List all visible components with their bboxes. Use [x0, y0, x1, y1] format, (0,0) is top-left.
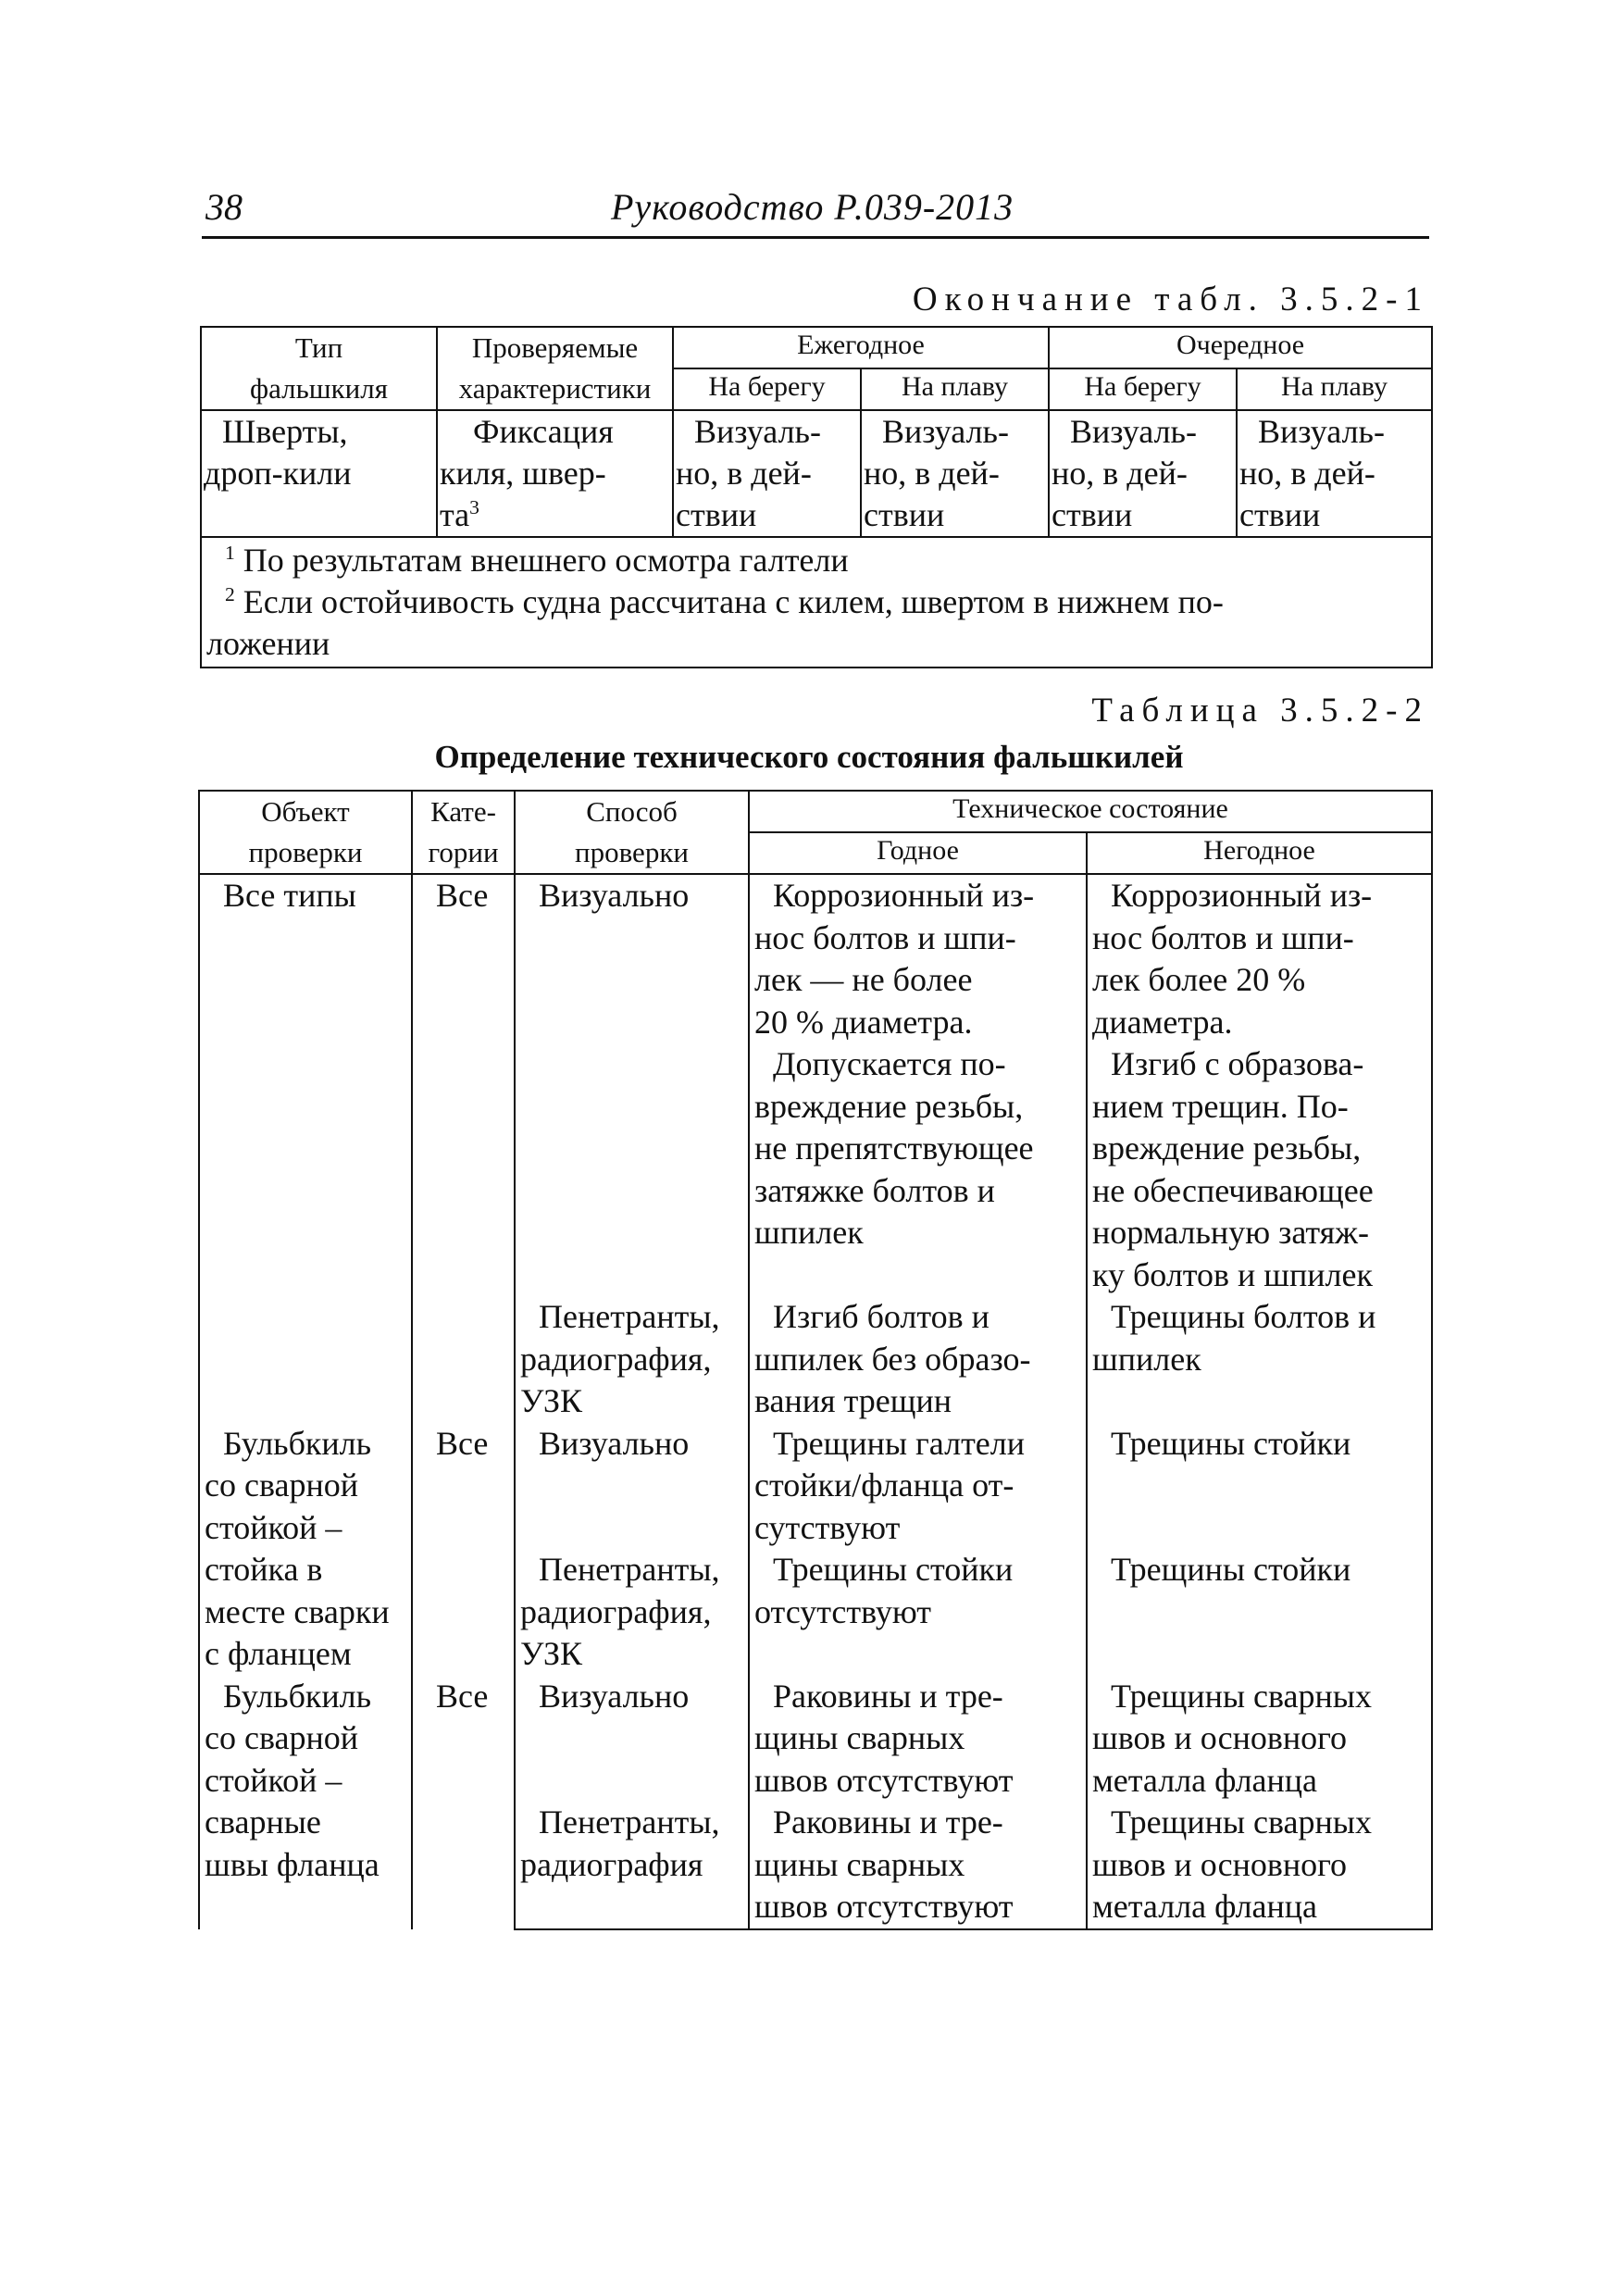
- header-rule: [202, 236, 1429, 239]
- cell-annual-ashore: Визуаль- но, в дей- ствии: [673, 410, 861, 537]
- page-number: 38: [205, 186, 243, 228]
- header-method: Способ проверки: [515, 791, 749, 874]
- header-periodic-ashore: На берегу: [1049, 368, 1237, 410]
- cell-object: Бульбкиль со сварной стойкой – сварные швы фланца: [199, 1676, 412, 1929]
- footnote-2: $^2$ Если остойчивость судна рассчитана с килем, швертом в нижнем по-: [225, 583, 1224, 620]
- header-type: Тип фальшкиля: [201, 327, 437, 410]
- cell-good: Изгиб болтов и шпилек без образо- вания трещин: [749, 1296, 1087, 1423]
- table-row: [199, 874, 1432, 1296]
- cell-category: Все: [412, 1423, 515, 1676]
- header-good: Годное: [749, 832, 1087, 874]
- cell-object: Бульбкиль со сварной стойкой – стойка в месте сварки с фланцем: [199, 1423, 412, 1676]
- cell-periodic-ashore: Визуаль- но, в дей- ствии: [1049, 410, 1237, 537]
- cell-characteristic: Фиксация киля, швер- $та^3$: [437, 410, 673, 537]
- footnote-1: $^1$ По результатам внешнего осмотра галтели: [225, 542, 849, 579]
- header-periodic: Очередное: [1049, 327, 1432, 368]
- table-row: [199, 1676, 1432, 1803]
- table2-label: Таблица 3.5.2-2: [1091, 692, 1429, 730]
- table1-footnotes-row: [201, 537, 1432, 668]
- header-object: Объект проверки: [199, 791, 412, 874]
- table-row: [201, 410, 1432, 537]
- cell-category: Все: [412, 874, 515, 1423]
- header-state: Техническое состояние: [749, 791, 1432, 832]
- cell-method: Визуально: [515, 1423, 749, 1550]
- header-annual-ashore: На берегу: [673, 368, 861, 410]
- table-row: [199, 1423, 1432, 1550]
- header-annual-afloat: На плаву: [861, 368, 1049, 410]
- table-3-5-2-2: [198, 790, 1433, 1930]
- cell-method: Визуально: [515, 874, 749, 1296]
- cell-good: Раковины и тре- щины сварных швов отсутствуют: [749, 1676, 1087, 1803]
- footnotes: $^1$ По результатам внешнего осмотра галтели $^2$ Если остойчивость судна рассчитана с килем, швертом в нижнем по- ложении: [201, 537, 1432, 668]
- cell-bad: Трещины сварных швов и основного металла фланца: [1087, 1676, 1432, 1803]
- cell-bad: Трещины сварных швов и основного металла фланца: [1087, 1802, 1432, 1929]
- cell-category: Все: [412, 1676, 515, 1929]
- cell-method: Пенетранты, радиография, УЗК: [515, 1549, 749, 1676]
- running-title: Руководство Р.039-2013: [611, 186, 1014, 228]
- cell-good: Трещины стойки отсутствуют: [749, 1549, 1087, 1676]
- table-3-5-2-1: [200, 326, 1433, 668]
- cell-method: Визуально: [515, 1676, 749, 1803]
- header-annual: Ежегодное: [673, 327, 1049, 368]
- cell-annual-afloat: Визуаль- но, в дей- ствии: [861, 410, 1049, 537]
- table2-title: Определение технического состояния фальшкилей: [434, 739, 1184, 775]
- cell-bad: Коррозионный из- нос болтов и шпи- лек более 20 % диаметра. Изгиб с образова- нием трещин. По- вреждение резьбы, не обеспечивающее нормальную затяж- ку болтов и шпилек: [1087, 874, 1432, 1296]
- cell-good: Раковины и тре- щины сварных швов отсутствуют: [749, 1802, 1087, 1929]
- cell-bad: Трещины стойки: [1087, 1549, 1432, 1676]
- cell-bad: Трещины стойки: [1087, 1423, 1432, 1550]
- footnote-ref: 3: [469, 496, 479, 518]
- header-periodic-afloat: На плаву: [1237, 368, 1432, 410]
- cell-method: Пенетранты, радиография: [515, 1802, 749, 1929]
- cell-periodic-afloat: Визуаль- но, в дей- ствии: [1237, 410, 1432, 537]
- table2-header-row: [199, 791, 1432, 832]
- cell-method: Пенетранты, радиография, УЗК: [515, 1296, 749, 1423]
- table1-label: Окончание табл. 3.5.2-1: [912, 281, 1429, 318]
- header-bad: Негодное: [1087, 832, 1432, 874]
- cell-good: Коррозионный из- нос болтов и шпи- лек — не более 20 % диаметра. Допускается по- вреждение резьбы, не препятствующее затяжке болтов и шпилек: [749, 874, 1087, 1296]
- cell-type: Шверты, дроп-кили: [201, 410, 437, 537]
- table1-header-row: [201, 327, 1432, 368]
- cell-good: Трещины галтели стойки/фланца от- сутствуют: [749, 1423, 1087, 1550]
- cell-bad: Трещины болтов и шпилек: [1087, 1296, 1432, 1423]
- header-characteristics: Проверяемые характеристики: [437, 327, 673, 410]
- cell-object: Все типы: [199, 874, 412, 1423]
- header-category: Кате- гории: [412, 791, 515, 874]
